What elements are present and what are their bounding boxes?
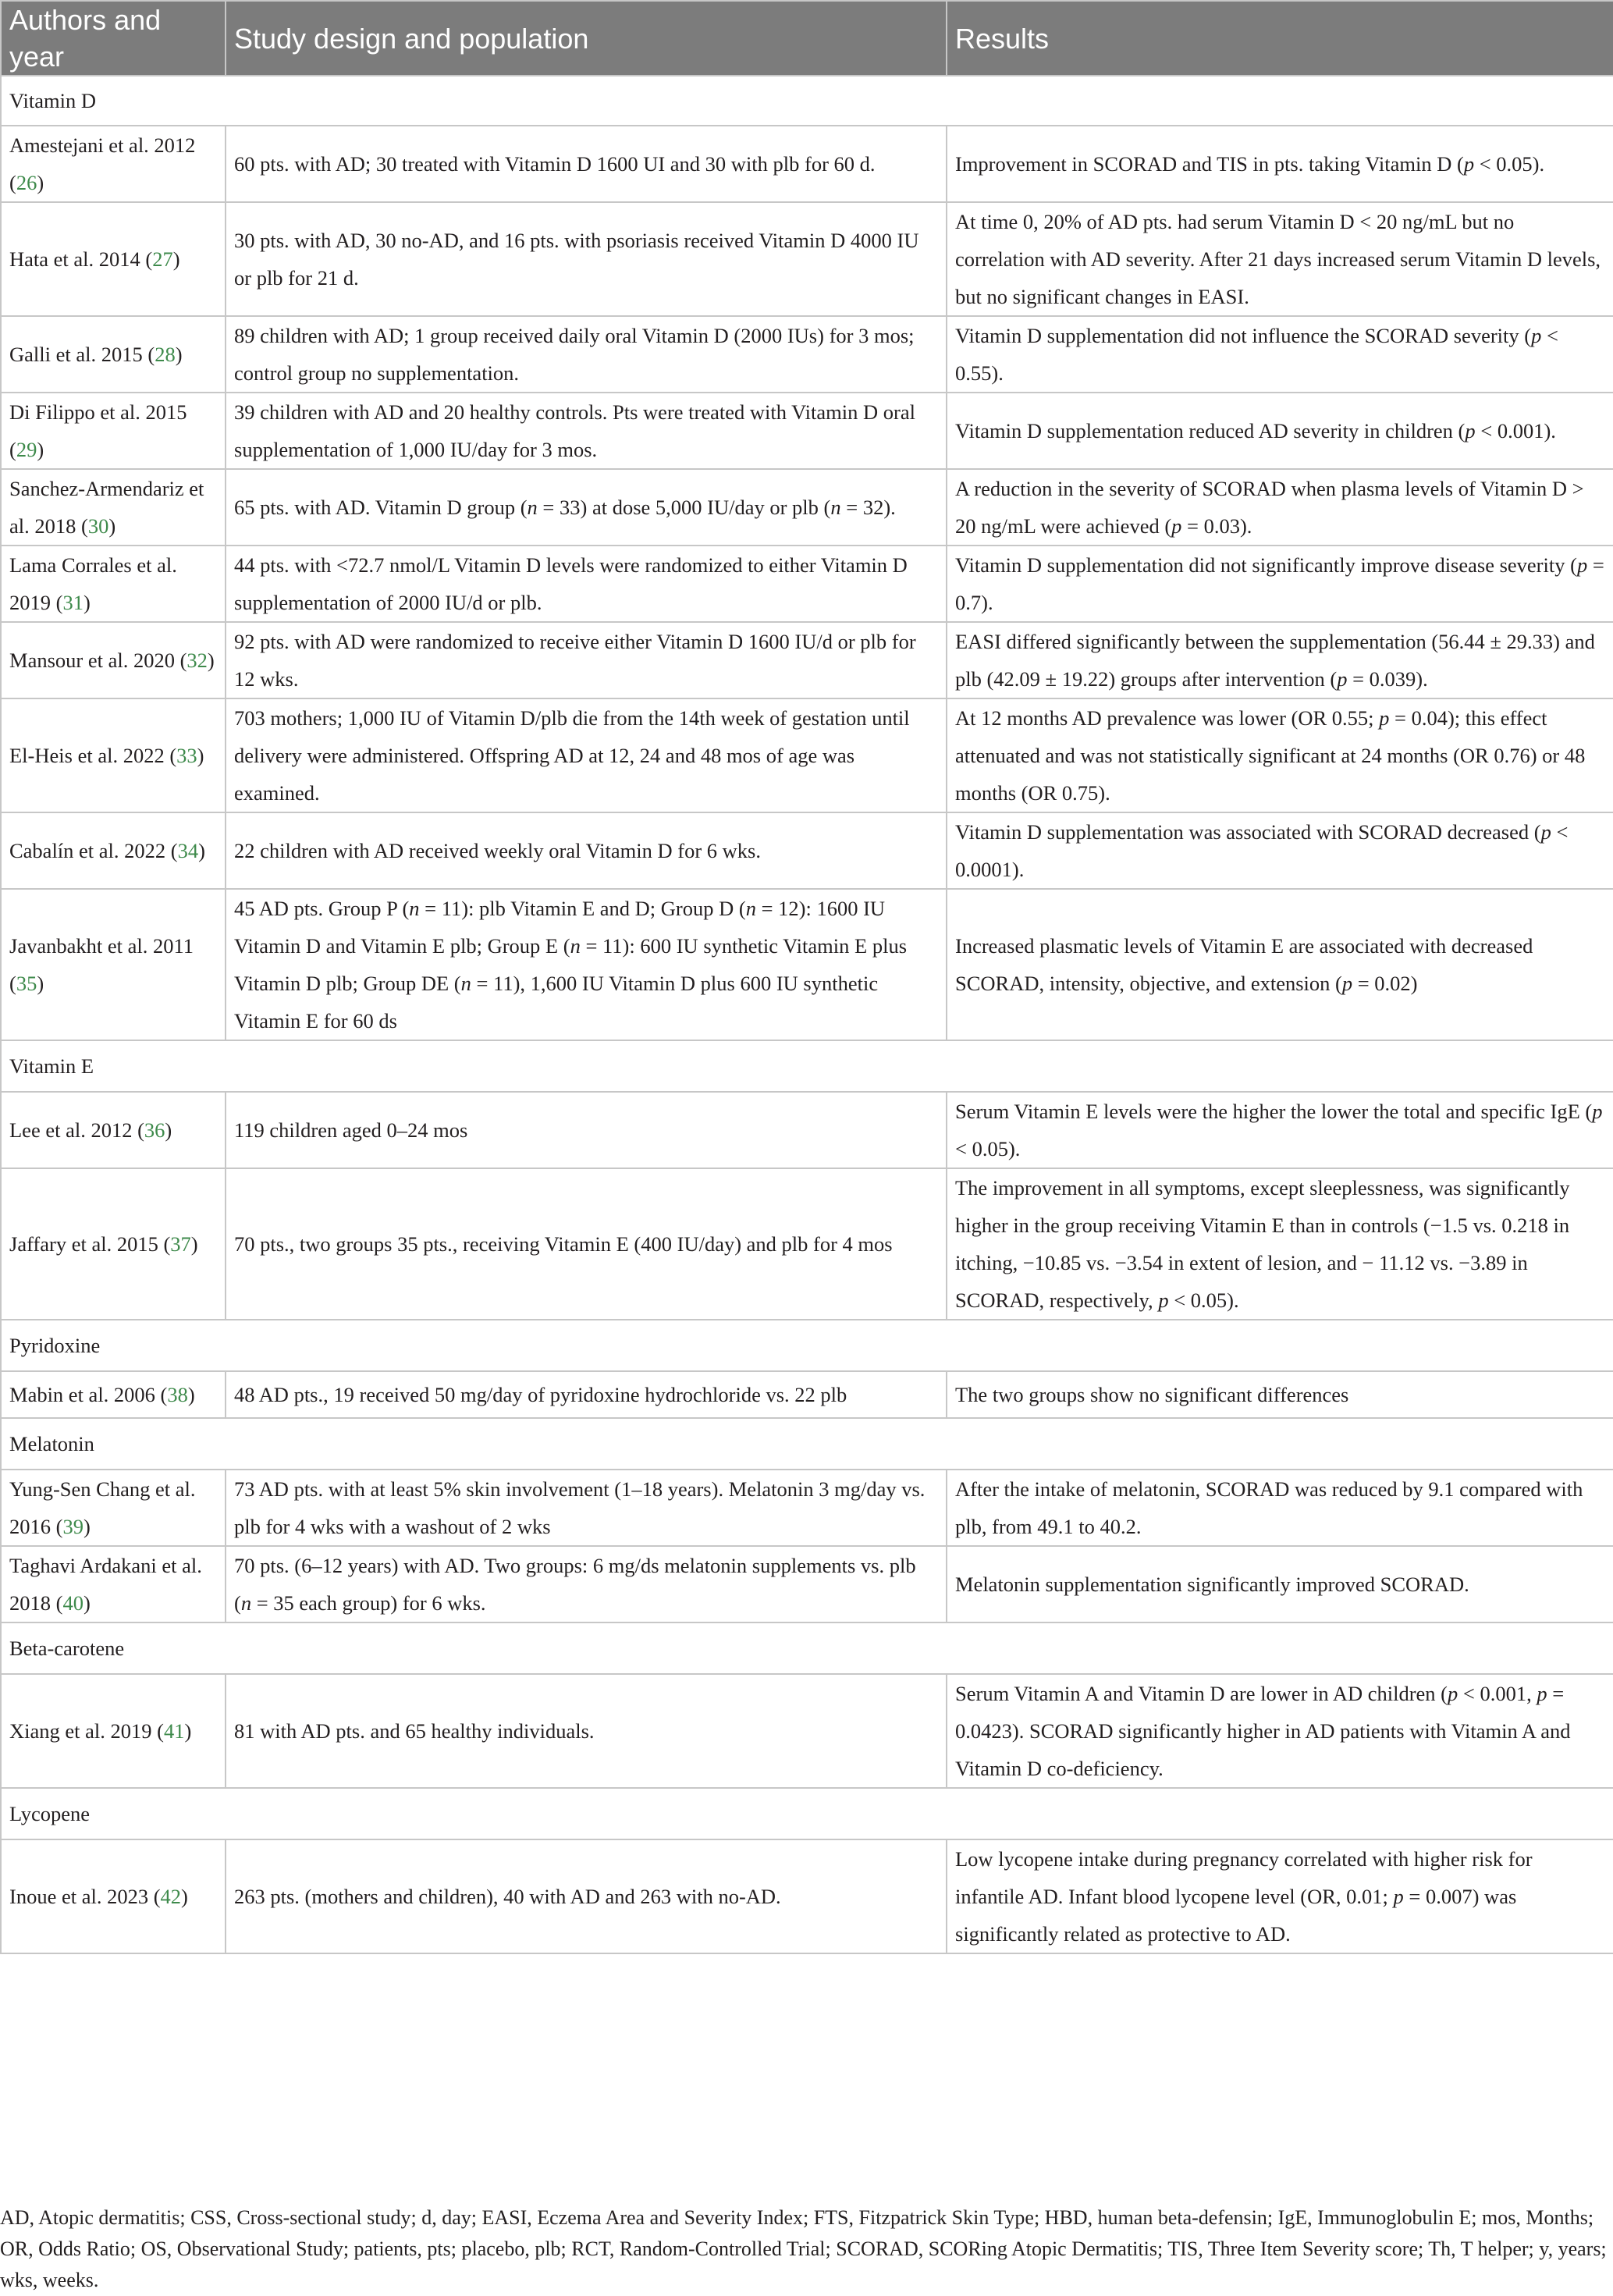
- author-cell: [1, 469, 226, 546]
- section-title: Lycopene: [1, 1788, 1613, 1839]
- design-cell: 60 pts. with AD; 30 treated with Vitamin D 1600 UI and 30 with plb for 60 d.: [226, 126, 947, 202]
- author-year: Javanbakht et al. 2011 (: [9, 934, 194, 995]
- table-row: [1, 316, 1613, 393]
- results-cell: A reduction in the severity of SCORAD when plasma levels of Vitamin D > 20 ng/mL were achieved (p = 0.03).: [947, 469, 1613, 546]
- reference-link[interactable]: 34: [177, 839, 199, 862]
- reference-link[interactable]: 40: [62, 1591, 83, 1615]
- author-cell: [1, 812, 226, 889]
- reference-link[interactable]: 39: [62, 1515, 83, 1538]
- author-cell: [1, 698, 226, 812]
- design-cell: 45 AD pts. Group P (n = 11): plb Vitamin E and D; Group D (n = 12): 1600 IU Vitamin D and Vitamin E plb; Group E (n = 11): 600 IU synthetic Vitamin E plus Vitamin D plb; Group DE (n = 11), 1,600 IU Vitamin D plus 600 IU synthetic Vitamin E for 60 ds: [226, 889, 947, 1040]
- author-close-paren: ): [37, 438, 44, 461]
- section-row: [1, 1418, 1613, 1470]
- design-cell: 30 pts. with AD, 30 no-AD, and 16 pts. with psoriasis received Vitamin D 4000 IU or plb for 21 d.: [226, 202, 947, 316]
- author-cell: [1, 1546, 226, 1622]
- design-cell: 70 pts., two groups 35 pts., receiving Vitamin E (400 IU/day) and plb for 4 mos: [226, 1168, 947, 1320]
- section-row: [1, 1320, 1613, 1371]
- author-cell: [1, 1092, 226, 1168]
- author-close-paren: ): [187, 1383, 195, 1406]
- author-year: Di Filippo et al. 2015 (: [9, 400, 187, 461]
- table-row: [1, 1674, 1613, 1788]
- author-year: Taghavi Ardakani et al. 2018 (: [9, 1554, 202, 1615]
- table-row: [1, 546, 1613, 622]
- table-row: [1, 126, 1613, 202]
- design-cell: 70 pts. (6–12 years) with AD. Two groups: 6 mg/ds melatonin supplements vs. plb (n = 35 each group) for 6 wks.: [226, 1546, 947, 1622]
- design-cell: 81 with AD pts. and 65 healthy individuals.: [226, 1674, 947, 1788]
- author-close-paren: ): [108, 514, 116, 538]
- author-close-paren: ): [197, 744, 204, 767]
- author-close-paren: ): [175, 343, 183, 366]
- author-cell: [1, 126, 226, 202]
- author-cell: [1, 393, 226, 469]
- results-cell: Vitamin D supplementation reduced AD severity in children (p < 0.001).: [947, 393, 1613, 469]
- results-cell: Serum Vitamin E levels were the higher the lower the total and specific IgE (p < 0.05).: [947, 1092, 1613, 1168]
- table-row: [1, 1470, 1613, 1546]
- design-cell: 22 children with AD received weekly oral Vitamin D for 6 wks.: [226, 812, 947, 889]
- author-close-paren: ): [37, 171, 44, 194]
- table-row: [1, 469, 1613, 546]
- header-design: Study design and population: [226, 1, 947, 76]
- author-year: Sanchez-Armendariz et al. 2018 (: [9, 477, 204, 538]
- design-cell: 44 pts. with <72.7 nmol/L Vitamin D levels were randomized to either Vitamin D supplementation of 2000 IU/d or plb.: [226, 546, 947, 622]
- author-cell: [1, 202, 226, 316]
- results-cell: Vitamin D supplementation did not significantly improve disease severity (p = 0.7).: [947, 546, 1613, 622]
- author-year: El-Heis et al. 2022 (: [9, 744, 177, 767]
- section-title: Vitamin E: [1, 1040, 1613, 1092]
- reference-link[interactable]: 38: [167, 1383, 188, 1406]
- reference-link[interactable]: 41: [163, 1719, 185, 1743]
- design-cell: 39 children with AD and 20 healthy controls. Pts were treated with Vitamin D oral supplementation of 1,000 IU/day for 3 mos.: [226, 393, 947, 469]
- author-year: Inoue et al. 2023 (: [9, 1885, 161, 1908]
- footnote: AD, Atopic dermatitis; CSS, Cross-sectional study; d, day; EASI, Eczema Area and Severity Index; FTS, Fitzpatrick Skin Type; HBD, human beta-defensin; IgE, Immunoglobulin E; mos, Months; OR, Odds Ratio; OS, Observational Study; patients, pts; placebo, plb; RCT, Random-Controlled Trial; SCORAD, SCORing Atopic Dermatitis; TIS, Three Item Severity score; Th, T helper; y, years; wks, weeks.: [0, 2206, 1607, 2291]
- author-year: Mansour et al. 2020 (: [9, 649, 187, 672]
- results-cell: Low lycopene intake during pregnancy correlated with higher risk for infantile AD. Infant blood lycopene level (OR, 0.01; p = 0.007) was significantly related as protective to AD.: [947, 1839, 1613, 1953]
- results-cell: At 12 months AD prevalence was lower (OR 0.55; p = 0.04); this effect attenuated and was not statistically significant at 24 months (OR 0.76) or 48 months (OR 0.75).: [947, 698, 1613, 812]
- design-cell: 703 mothers; 1,000 IU of Vitamin D/plb die from the 14th week of gestation until delivery were administered. Offspring AD at 12, 24 and 48 mos of age was examined.: [226, 698, 947, 812]
- author-close-paren: ): [172, 247, 180, 271]
- results-cell: EASI differed significantly between the supplementation (56.44 ± 29.33) and plb (42.09 ± 19.22) groups after intervention (p = 0.039).: [947, 622, 1613, 698]
- design-cell: 119 children aged 0–24 mos: [226, 1092, 947, 1168]
- design-cell: 65 pts. with AD. Vitamin D group (n = 33) at dose 5,000 IU/day or plb (n = 32).: [226, 469, 947, 546]
- author-close-paren: ): [83, 591, 91, 614]
- author-year: Mabin et al. 2006 (: [9, 1383, 168, 1406]
- author-year: Cabalín et al. 2022 (: [9, 839, 178, 862]
- author-close-paren: ): [184, 1719, 192, 1743]
- table-row: [1, 812, 1613, 889]
- author-year: Xiang et al. 2019 (: [9, 1719, 164, 1743]
- reference-link[interactable]: 26: [16, 171, 37, 194]
- results-cell: Vitamin D supplementation did not influence the SCORAD severity (p < 0.55).: [947, 316, 1613, 393]
- author-close-paren: ): [83, 1591, 91, 1615]
- results-cell: Vitamin D supplementation was associated with SCORAD decreased (p < 0.0001).: [947, 812, 1613, 889]
- author-close-paren: ): [207, 649, 215, 672]
- author-cell: [1, 1839, 226, 1953]
- section-title: Melatonin: [1, 1418, 1613, 1470]
- design-cell: 263 pts. (mothers and children), 40 with AD and 263 with no-AD.: [226, 1839, 947, 1953]
- author-year: Lama Corrales et al. 2019 (: [9, 553, 177, 614]
- reference-link[interactable]: 30: [87, 514, 109, 538]
- author-cell: [1, 622, 226, 698]
- reference-link[interactable]: 29: [16, 438, 37, 461]
- author-cell: [1, 1168, 226, 1320]
- section-row: [1, 1622, 1613, 1674]
- author-close-paren: ): [83, 1515, 91, 1538]
- results-cell: At time 0, 20% of AD pts. had serum Vitamin D < 20 ng/mL but no correlation with AD severity. After 21 days increased serum Vitamin D levels, but no significant changes in EASI.: [947, 202, 1613, 316]
- author-year: Yung-Sen Chang et al. 2016 (: [9, 1477, 196, 1538]
- reference-link[interactable]: 33: [176, 744, 197, 767]
- table-row: [1, 1092, 1613, 1168]
- table-row: [1, 393, 1613, 469]
- reference-link[interactable]: 27: [152, 247, 173, 271]
- author-close-paren: ): [165, 1118, 172, 1142]
- author-year: Jaffary et al. 2015 (: [9, 1232, 171, 1256]
- table-body: [1, 76, 1613, 1953]
- author-year: Amestejani et al. 2012 (: [9, 133, 196, 194]
- results-cell: The two groups show no significant differences: [947, 1371, 1613, 1418]
- table-row: [1, 1839, 1613, 1953]
- header-row: [1, 1, 1613, 76]
- reference-link[interactable]: 31: [62, 591, 83, 614]
- author-year: Hata et al. 2014 (: [9, 247, 153, 271]
- section-title: Beta-carotene: [1, 1622, 1613, 1674]
- results-cell: The improvement in all symptoms, except sleeplessness, was significantly higher in the group receiving Vitamin E than in controls (−1.5 vs. 0.218 in itching, −10.85 vs. −3.54 in extent of lesion, and − 11.12 vs. −3.89 in SCORAD, respectively, p < 0.05).: [947, 1168, 1613, 1320]
- header-authors: Authors and year: [1, 1, 226, 76]
- author-cell: [1, 1470, 226, 1546]
- author-cell: [1, 1371, 226, 1418]
- results-cell: Melatonin supplementation significantly improved SCORAD.: [947, 1546, 1613, 1622]
- reference-link[interactable]: 32: [187, 649, 208, 672]
- design-cell: 73 AD pts. with at least 5% skin involvement (1–18 years). Melatonin 3 mg/day vs. plb for 4 wks with a washout of 2 wks: [226, 1470, 947, 1546]
- author-cell: [1, 889, 226, 1040]
- author-cell: [1, 316, 226, 393]
- author-close-paren: ): [181, 1885, 188, 1908]
- table-row: [1, 1371, 1613, 1418]
- section-row: [1, 1788, 1613, 1839]
- design-cell: 89 children with AD; 1 group received daily oral Vitamin D (2000 IUs) for 3 mos; control group no supplementation.: [226, 316, 947, 393]
- reference-link[interactable]: 37: [170, 1232, 191, 1256]
- table-row: [1, 622, 1613, 698]
- table-row: [1, 698, 1613, 812]
- section-row: [1, 76, 1613, 126]
- reference-link[interactable]: 35: [16, 972, 37, 995]
- results-cell: Improvement in SCORAD and TIS in pts. taking Vitamin D (p < 0.05).: [947, 126, 1613, 202]
- author-close-paren: ): [198, 839, 205, 862]
- section-row: [1, 1040, 1613, 1092]
- reference-link[interactable]: 36: [144, 1118, 165, 1142]
- table-row: [1, 202, 1613, 316]
- results-cell: Increased plasmatic levels of Vitamin E are associated with decreased SCORAD, intensity, objective, and extension (p = 0.02): [947, 889, 1613, 1040]
- author-close-paren: ): [37, 972, 44, 995]
- reference-link[interactable]: 42: [160, 1885, 182, 1908]
- author-cell: [1, 546, 226, 622]
- section-title: Vitamin D: [1, 76, 1613, 126]
- table-row: [1, 1168, 1613, 1320]
- author-year: Lee et al. 2012 (: [9, 1118, 144, 1142]
- results-cell: Serum Vitamin A and Vitamin D are lower in AD children (p < 0.001, p = 0.0423). SCORAD significantly higher in AD patients with Vitamin A and Vitamin D co-deficiency.: [947, 1674, 1613, 1788]
- author-cell: [1, 1674, 226, 1788]
- table-row: [1, 1546, 1613, 1622]
- design-cell: 48 AD pts., 19 received 50 mg/day of pyridoxine hydrochloride vs. 22 plb: [226, 1371, 947, 1418]
- author-year: Galli et al. 2015 (: [9, 343, 155, 366]
- reference-link[interactable]: 28: [155, 343, 176, 366]
- results-cell: After the intake of melatonin, SCORAD was reduced by 9.1 compared with plb, from 49.1 to 40.2.: [947, 1470, 1613, 1546]
- design-cell: 92 pts. with AD were randomized to receive either Vitamin D 1600 IU/d or plb for 12 wks.: [226, 622, 947, 698]
- header-results: Results: [947, 1, 1613, 76]
- author-close-paren: ): [190, 1232, 198, 1256]
- table-row: [1, 889, 1613, 1040]
- section-title: Pyridoxine: [1, 1320, 1613, 1371]
